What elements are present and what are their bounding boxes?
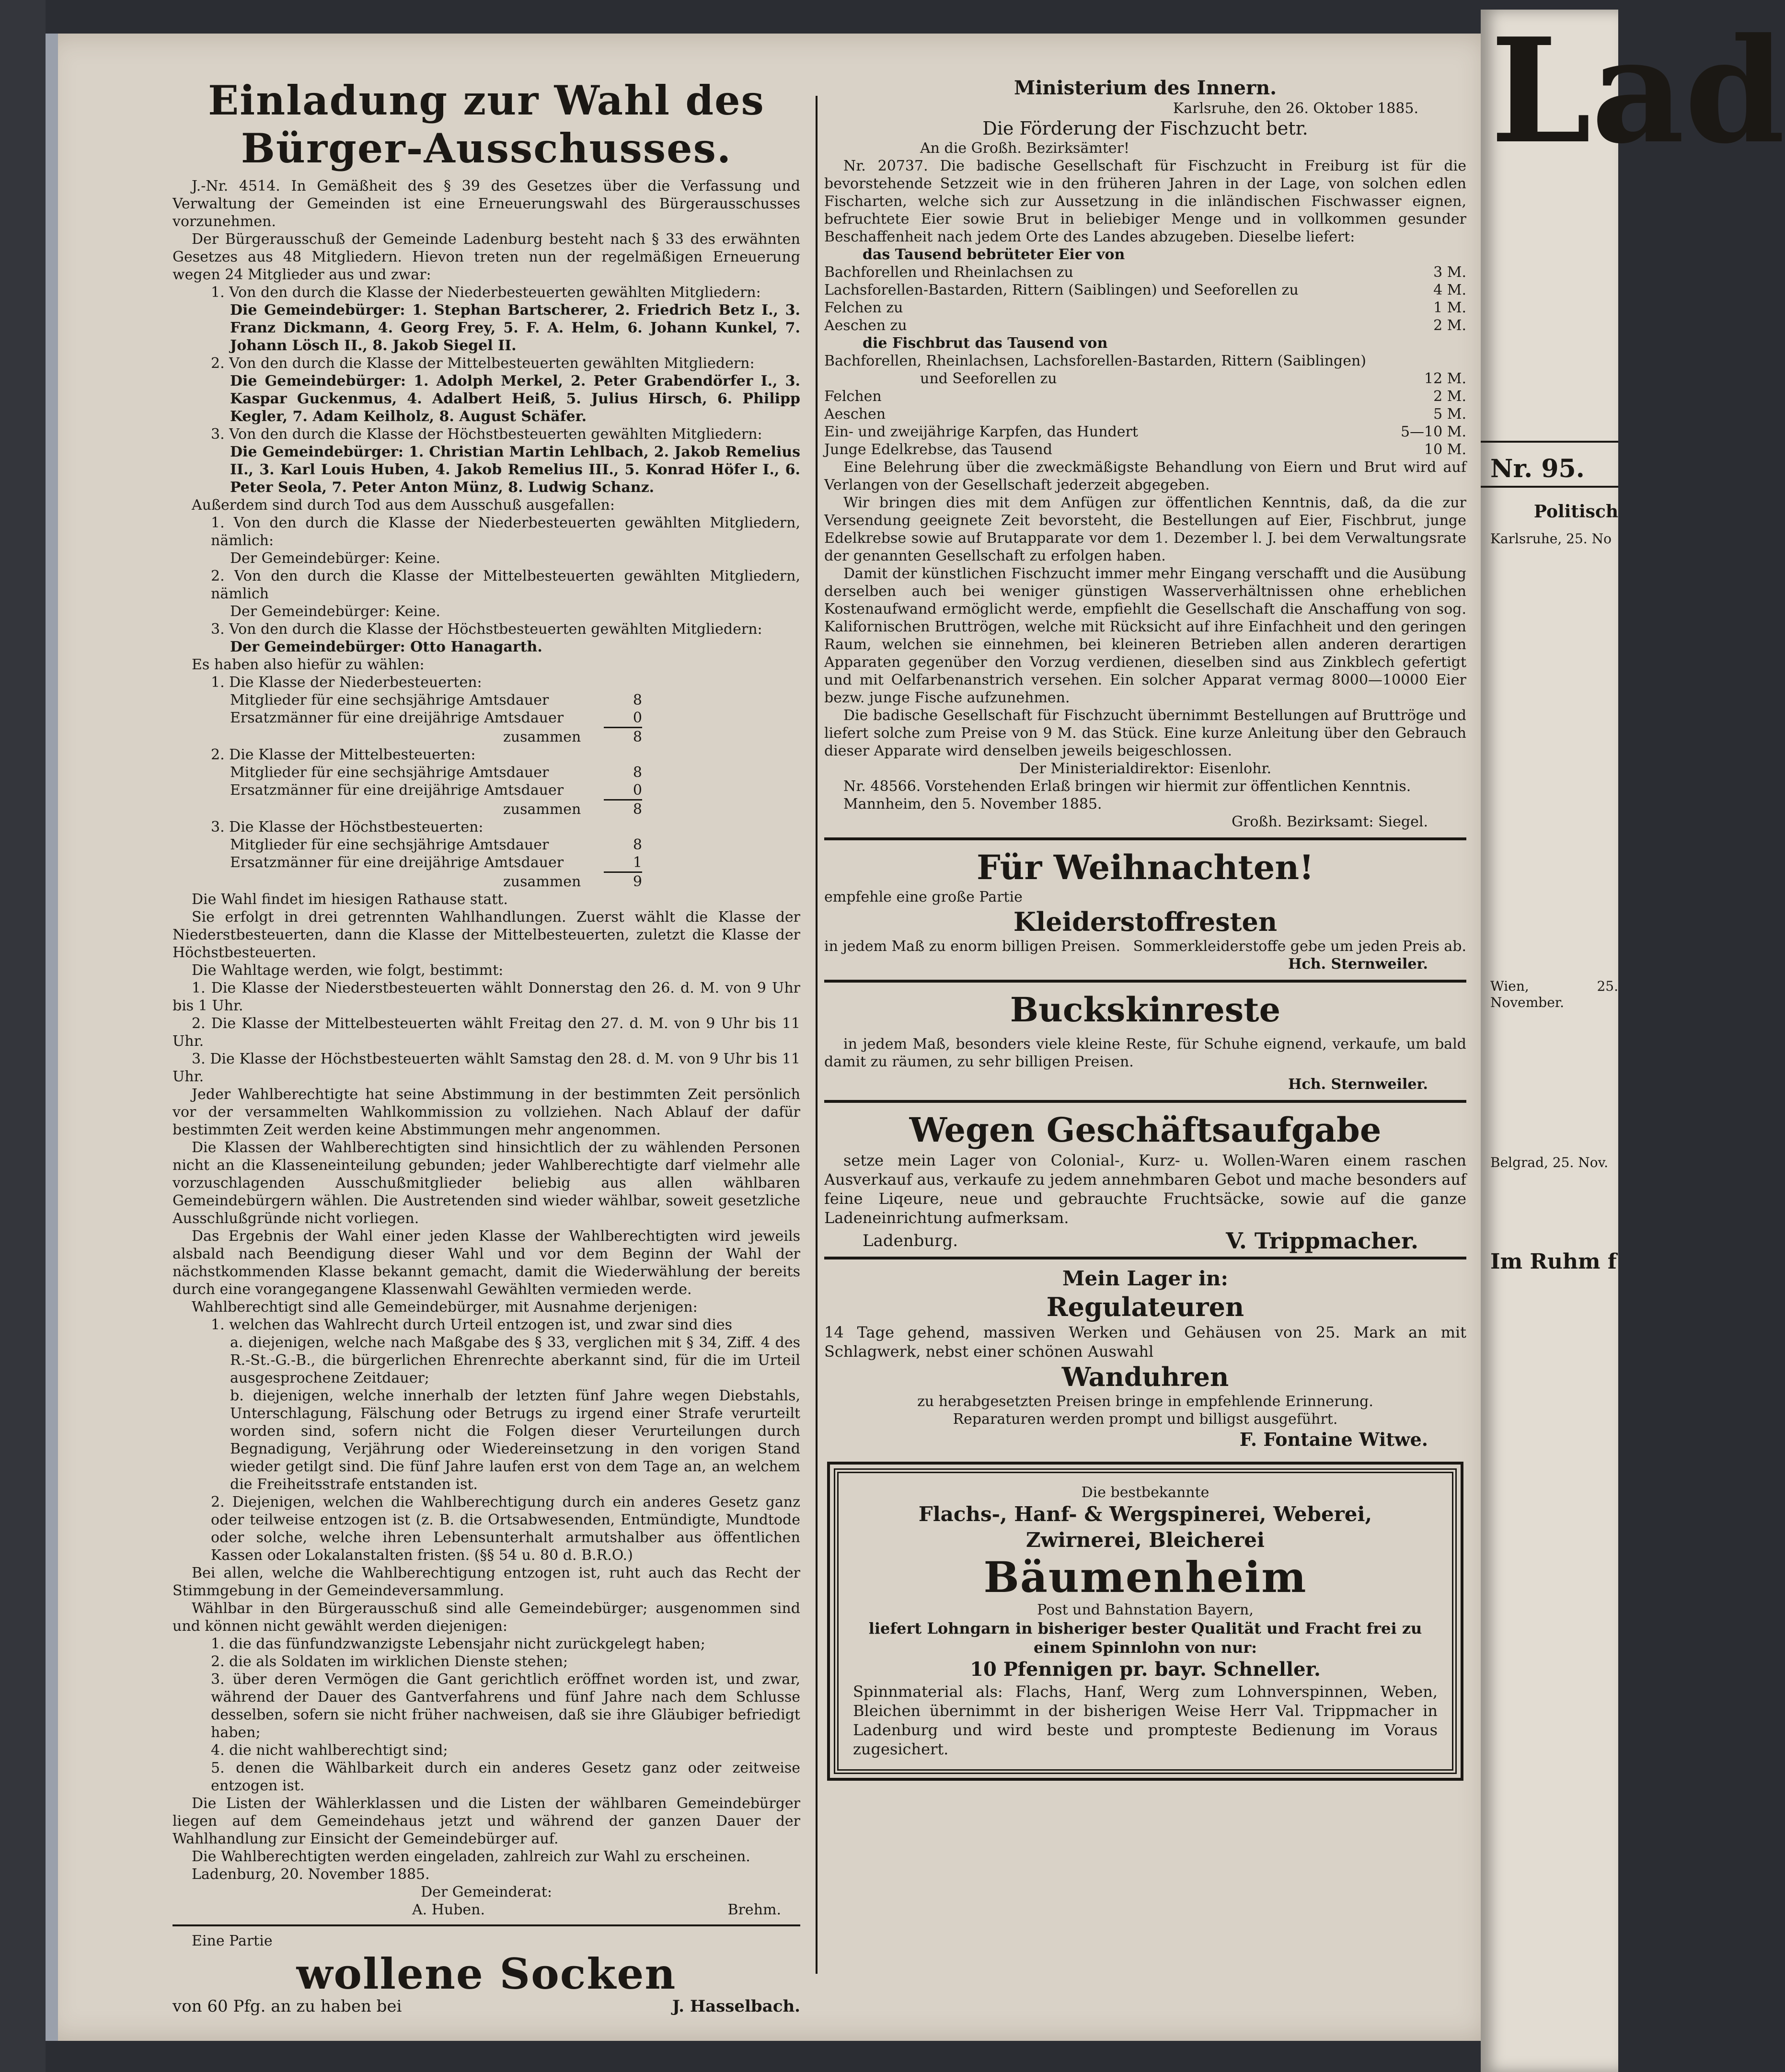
council-label: Der Gemeinderat: [421, 1884, 552, 1900]
eggs-heading: das Tausend bebrüteter Eier von [863, 246, 1125, 263]
buckskin-text: in jedem Maß, besonders viele kleine Reste, für Schuhe eignend, verkaufe, um bald damit zu räumen, zu sehr billigen Preisen. [824, 1036, 1466, 1070]
ministry-heading: Ministerium des Innern. [1013, 77, 1277, 99]
divider [824, 837, 1466, 840]
price-label: Lachsforellen-Bastarden, Rittern (Saiblingen) und Seeforellen zu [824, 282, 1299, 298]
right-column [824, 77, 1466, 1979]
wahlbar-5: 5. denen die Wählbarkeit durch ein anderes Gesetz ganz oder zeitweise entzogen ist. [211, 1760, 800, 1794]
price-label: Felchen [824, 388, 882, 405]
eligibility-heading: Wahlberechtigt sind alle Gemeindebürger, mit Ausnahme derjenigen: [192, 1299, 698, 1316]
closing-title: Wegen Geschäftsaufgabe [909, 1110, 1382, 1150]
price-row [824, 263, 1466, 281]
tally-value: 8 [633, 764, 642, 781]
tally-class2-heading: 2. Die Klasse der Mittelbesteuerten: [211, 746, 476, 763]
price-label: und Seeforellen zu [920, 370, 1057, 387]
election-day-2: 2. Die Klasse der Mittelbesteuerten wählt Freitag den 27. d. M. von 9 Uhr bis 11 Uhr. [173, 1015, 800, 1050]
tally-row-label: zusammen [503, 873, 581, 890]
divider [1481, 441, 1618, 443]
ministry-subject: Die Förderung der Fischzucht betr. [982, 118, 1308, 139]
eligibility-note: Bei allen, welche die Wahlberechtigung entzogen ist, ruht auch das Recht der Stimmgebung in der Gemeindeversammlung. [173, 1565, 800, 1599]
xmas-title: Für Weihnachten! [977, 847, 1314, 887]
tally-row-label: Ersatzmänner für eine dreijährige Amtsdauer [230, 710, 564, 726]
price-value: 10 M. [1424, 441, 1466, 458]
death-class2: 2. Von den durch die Klasse der Mittelbesteuerten gewählten Mitgliedern, nämlich [211, 568, 800, 602]
price-label: Aeschen zu [824, 317, 907, 334]
closing-text: setze mein Lager von Colonial-, Kurz- u. Wollen-Waren einem raschen Ausverkauf aus, verkaufe zu jedem annehmbaren Gebot und mache besonders auf feine Liqeure, neue und gebrauchte Fruchtsäcke, sowie auf die ganze Ladeneinrichtung aufmerksam. [824, 1151, 1466, 1227]
ministry-date-2: Mannheim, den 5. November 1885. [843, 796, 1102, 813]
voter-lists: Die Listen der Wählerklassen und die Listen der wählbaren Gemeindebürger liegen auf dem Gemeindehaus jetzt und während der ganzen Dauer der Wahlhandlung zur Einsicht der Gemeindebürger auf. [173, 1795, 800, 1847]
baeumenheim-price: 10 Pfennigen pr. bayr. Schneller. [970, 1658, 1321, 1681]
divider [173, 1924, 800, 1926]
buckskin-signature: Hch. Sternweiler. [1288, 1076, 1428, 1093]
next-line-1: Karlsruhe, 25. No [1490, 531, 1612, 547]
wahlbar-1: 1. die das fünfundzwanzigste Lebensjahr nicht zurückgelegt haben; [211, 1636, 705, 1652]
next-line-2: Im Ruhm f [1490, 1249, 1617, 1274]
death-class2-value: Der Gemeindebürger: Keine. [230, 603, 440, 620]
eggs-price-table [824, 263, 1466, 334]
divider [824, 1100, 1466, 1103]
brut-species: Bachforellen, Rheinlachsen, Lachsforellen-Bastarden, Rittern (Saiblingen) [824, 353, 1367, 369]
price-row [824, 388, 1466, 405]
price-value: 2 M. [1433, 317, 1466, 334]
eligibility-1b: b. diejenigen, welche innerhalb der letzten fünf Jahre wegen Diebstahls, Unterschlagung, Fälschung oder Betrugs zu irgend einer Strafe verurteilt worden sind, sofern nicht die Folgen dieser Verurteilungen durch Begnadigung, Verjährung oder Wiedereinsetzung in den vorigen Stand wieder getilgt sind. Die fünf Jahre laufen erst von dem Tage an, an welchem die Freiheitsstrafe entstanden ist. [230, 1387, 800, 1493]
price-value: 12 M. [1424, 370, 1466, 387]
divider [824, 980, 1466, 983]
clocks-signature: F. Fontaine Witwe. [1239, 1429, 1428, 1450]
buckskin-title: Buckskinreste [1010, 990, 1281, 1030]
clocks-text: 14 Tage gehend, massiven Werken und Gehäusen von 25. Mark an mit Schlagwerk, nebst einer schönen Auswahl [824, 1323, 1466, 1361]
class2-heading: 2. Von den durch die Klasse der Mittelbesteuerten gewählten Mitgliedern: [211, 355, 755, 372]
ministry-paragraph-3: Wir bringen dies mit dem Anfügen zur öffentlichen Kenntnis, daß, da die zur Versendung geeignete Zeit bevorsteht, die Bestellungen auf Eier, Fischbrut, junge Edelkrebse sowie auf Brutapparate vor dem 1. Dezember l. J. bei dem Verwaltungsrate der genannten Gesellschaft zu erfolgen haben. [824, 494, 1466, 564]
class2-members: Die Gemeindebürger: 1. Adolph Merkel, 2. Peter Grabendörfer I., 3. Kaspar Guckenmus, 4. Adalbert Heiß, 5. Julius Hirsch, 6. Philipp Kegler, 7. Adam Keilholz, 8. August Schäfer. [230, 373, 800, 425]
divider [1481, 486, 1618, 488]
ministry-paragraph-5: Die badische Gesellschaft für Fischzucht übernimmt Bestellungen auf Bruttröge und liefert solche zum Preise von 9 M. das Stück. Eine kurze Anleitung über den Gebrauch dieser Apparate wird denselben jeweils beigeschlossen. [824, 707, 1466, 759]
price-row [824, 423, 1466, 441]
wahlbar-4: 4. die nicht wahlberechtigt sind; [211, 1742, 448, 1759]
ministry-date: Karlsruhe, den 26. Oktober 1885. [1173, 100, 1418, 117]
baeumenheim-ad [834, 1468, 1457, 1774]
scanner-background [0, 0, 46, 2072]
tally-value: 8 [633, 836, 642, 853]
wall-clocks-text: zu herabgesetzten Preisen bringe in empfehlende Erinnerung. [917, 1393, 1373, 1410]
tally-class1 [173, 674, 800, 746]
issue-number: Nr. 95. [1490, 454, 1585, 483]
price-label: Bachforellen und Rheinlachsen zu [824, 264, 1073, 281]
tally-row-label: Mitglieder für eine sechsjährige Amtsdauer [230, 836, 549, 853]
price-row [824, 370, 1466, 388]
tally-class1-heading: 1. Die Klasse der Niederbesteuerten: [211, 674, 482, 691]
price-value: 3 M. [1433, 264, 1466, 281]
ministry-paragraph-6: Nr. 48566. Vorstehenden Erlaß bringen wir hiermit zur öffentlichen Kenntnis. [843, 778, 1411, 795]
ministry-addressee: An die Großh. Bezirksämter! [920, 140, 1130, 157]
left-column [173, 77, 800, 2016]
tally-class3-heading: 3. Die Klasse der Höchstbesteuerten: [211, 819, 484, 836]
brut-price-table [824, 370, 1466, 458]
notice-intro: J.-Nr. 4514. In Gemäßheit des § 39 des Gesetzes über die Verfassung und Verwaltung der Gemeinden ist eine Erneuerungswahl des Bürgerausschusses vorzunehmen. [173, 178, 800, 230]
baeumenheim-line-2: Zwirnerei, Bleicherei [1026, 1528, 1265, 1552]
socks-title: wollene Socken [296, 1949, 677, 1999]
baeumenheim-title: Bäumenheim [983, 1552, 1307, 1602]
class1-heading: 1. Von den durch die Klasse der Niederbesteuerten gewählten Mitgliedern: [211, 284, 761, 301]
signature-huben: A. Huben. [412, 1901, 485, 1918]
price-value: 4 M. [1433, 282, 1466, 298]
ministry-paragraph-2: Eine Belehrung über die zweckmäßigste Behandlung von Eiern und Brut wird auf Verlangen von der Gesellschaft jederzeit abgegeben. [824, 459, 1466, 493]
price-value: 2 M. [1433, 388, 1466, 405]
death-class1-value: Der Gemeindebürger: Keine. [230, 550, 440, 567]
invitation: Die Wahlberechtigten werden eingeladen, zahlreich zur Wahl zu erscheinen. [192, 1848, 750, 1865]
price-row [824, 299, 1466, 317]
eligibility-2: 2. Diejenigen, welchen die Wahlberechtigung durch ein anderes Gesetz ganz oder teilweise entzogen ist (z. B. die Ortsabwesenden, Entmündigte, Mundtode oder solche, welche ihren Lebensunterhalt armutshalber aus öffentlichen Kassen oder Lokalanstalten fristen. (§§ 54 u. 80 d. B.R.O.) [211, 1494, 800, 1564]
tally-row-label: Mitglieder für eine sechsjährige Amtsdauer [230, 764, 549, 781]
wahlbar-3: 3. über deren Vermögen die Gant gerichtlich eröffnet worden ist, und zwar, während der Dauer des Gantverfahrens und fünf Jahre nach dem Schlusse desselben, sofern sie nicht früher nachweisen, daß sie ihre Gläubiger befriedigt haben; [211, 1671, 800, 1741]
repairs-text: Reparaturen werden prompt und billigst ausgeführt. [953, 1411, 1338, 1428]
class1-members: Die Gemeindebürger: 1. Stephan Bartscherer, 2. Friedrich Betz I., 3. Franz Dickmann, 4. Georg Frey, 5. F. A. Helm, 6. Johann Kunkel, 7. Johann Lösch II., 8. Jakob Siegel II. [230, 302, 800, 354]
xmas-item: Kleiderstoffresten [1013, 906, 1278, 937]
election-day-3: 3. Die Klasse der Höchstbesteuerten wählt Samstag den 28. d. M. von 9 Uhr bis 11 Uhr. [173, 1051, 800, 1085]
tally-row-label: Ersatzmänner für eine dreijährige Amtsdauer [230, 782, 564, 799]
tally-row-label: zusammen [503, 729, 581, 745]
price-row [824, 441, 1466, 458]
tally-value: 8 [633, 729, 642, 745]
xmas-lead: empfehle eine große Partie [824, 889, 1023, 905]
xmas-summer: Sommerkleiderstoffe gebe um jeden Preis ab. [1133, 938, 1466, 955]
death-class3: 3. Von den durch die Klasse der Höchstbesteuerten gewählten Mitgliedern: [211, 621, 762, 638]
ministry-signature-2: Großh. Bezirksamt: Siegel. [1232, 813, 1428, 830]
clocks-title: Regulateuren [1046, 1292, 1244, 1322]
price-row [824, 281, 1466, 299]
price-value: 5—10 M. [1400, 424, 1466, 440]
election-days-heading: Die Wahltage werden, wie folgt, bestimmt: [192, 962, 504, 979]
baeumenheim-line-1: Flachs-, Hanf- & Wergspinerei, Weberei, [918, 1502, 1372, 1526]
socks-seller: J. Hasselbach. [672, 1997, 800, 2016]
baeumenheim-offer: liefert Lohngarn in bisheriger bester Qualität und Fracht frei zu einem Spinnlohn von nur: [868, 1619, 1422, 1657]
tally-value: 9 [633, 873, 642, 890]
tally-heading: Es haben also hiefür zu wählen: [192, 656, 425, 673]
notice-title: Einladung zur Wahl des Bürger-Ausschusses. [208, 77, 765, 172]
notice-paragraph: Der Bürgerausschuß der Gemeinde Ladenburg besteht nach § 33 des erwähnten Gesetzes aus 48 Mitgliedern. Hievon treten nun der regelmäßigen Erneuerung wegen 24 Mitglieder aus und zwar: [173, 231, 800, 283]
closing-signature: V. Trippmacher. [1226, 1228, 1418, 1254]
tally-value: 0 [604, 781, 642, 801]
election-order: Sie erfolgt in drei getrennten Wahlhandlungen. Zuerst wählt die Klasse der Niederstbesteuerten, dann die Klasse der Mittelbesteuerten, zuletzt die Klasse der Höchstbesteuerten. [173, 909, 800, 961]
tally-row-label: Mitglieder für eine sechsjährige Amtsdauer [230, 692, 549, 709]
column-divider [816, 96, 818, 1974]
price-label: Ein- und zweijährige Karpfen, das Hundert [824, 424, 1138, 440]
class3-members: Die Gemeindebürger: 1. Christian Martin Lehlbach, 2. Jakob Remelius II., 3. Karl Louis Huben, 4. Jakob Remelius III., 5. Konrad Höfer I., 6. Peter Seola, 7. Peter Anton Münz, 8. Ludwig Schanz. [230, 444, 800, 496]
xmas-offer: in jedem Maß zu enorm billigen Preisen. [824, 938, 1121, 955]
tally-class3 [173, 818, 800, 891]
election-day-1: 1. Die Klasse der Niederstbesteuerten wählt Donnerstag den 26. d. M. von 9 Uhr bis 1 Uhr. [173, 980, 800, 1014]
signature-brehm: Brehm. [727, 1901, 781, 1918]
ministry-paragraph-4: Damit der künstlichen Fischzucht immer mehr Eingang verschafft und die Ausübung derselben auch bei weniger günstigen Wasserverhältnissen ohne erheblichen Kostenaufwand ermöglicht werde, empfiehlt die Gesellschaft die Anschaffung von sog. Kalifornischen Bruttrögen, welche mit Rücksicht auf ihre Einfachheit und den geringen Raum, welchen sie einnehmen, bei kleineren Betrieben allen anderen derartigen Apparaten gegenüber den Vorzug verdienen, dieselben sind aus Zinkblech gefertigt und mit Oelfarbenanstrich versehen. Ein solcher Apparat vermag 8000—10000 Eier bezw. junge Fische aufzunehmen. [824, 565, 1466, 706]
tally-value: 1 [604, 854, 642, 873]
socks-lead: Eine Partie [192, 1933, 273, 1949]
voting-results: Das Ergebnis der Wahl einer jeden Klasse der Wahlberechtigten wird jeweils alsbald nach Beendigung dieser Wahl und vor dem Beginn der Wahl der nächstkommenden Klasse bekannt gemacht, damit die Wiederwählung der bereits durch eine vorangegangene Klassenwahl Gewählten vermieden werde. [173, 1228, 800, 1298]
next-line-3: Wien, 25. November. [1490, 978, 1618, 1010]
eligibility-1a: a. diejenigen, welche nach Maßgabe des § 33, verglichen mit § 34, Ziff. 4 des R.-St.-G.-B., die bürgerlichen Ehrenrechte aberkannt sind, für die im Urteil ausgesprochene Zeitdauer; [230, 1334, 800, 1386]
tally-value: 8 [633, 801, 642, 818]
baeumenheim-lead: Die bestbekannte [1081, 1484, 1209, 1501]
eligibility-1: 1. welchen das Wahlrecht durch Urteil entzogen ist, und zwar sind dies [211, 1316, 733, 1333]
xmas-signature: Hch. Sternweiler. [1288, 956, 1428, 973]
divider [824, 1257, 1466, 1259]
price-row [824, 405, 1466, 423]
tally-row-label: zusammen [503, 801, 581, 818]
price-label: Junge Edelkrebse, das Tausend [824, 441, 1052, 458]
price-row [824, 317, 1466, 334]
tally-value: 8 [633, 692, 642, 709]
price-value: 5 M. [1433, 406, 1466, 423]
voting-rules: Jeder Wahlberechtigte hat seine Abstimmung in der bestimmten Zeit persönlich vor der versammelten Wahlkommission zu vollziehen. Nach Ablauf der dafür bestimmten Zeit werden keine Abstimmungen mehr angenommen. [173, 1086, 800, 1138]
price-label: Aeschen [824, 406, 886, 423]
death-class3-value: Der Gemeindebürger: Otto Hanagarth. [230, 639, 542, 655]
section-heading: Politisch [1533, 502, 1618, 522]
voting-classes: Die Klassen der Wahlberechtigten sind hinsichtlich der zu wählenden Personen nicht an die Klasseneinteilung gebunden; jeder Wahlberechtigte darf vielmehr alle vorzuschlagenden Ausschußmitglieder beliebig aus allen wählbaren Gemeindebürgern wählen. Die Austretenden sind wieder wählbar, soweit gesetzliche Ausschlußgründe nicht vorliegen. [173, 1139, 800, 1227]
baeumenheim-post: Post und Bahnstation Bayern, [1037, 1602, 1254, 1618]
ministry-signature: Der Ministerialdirektor: Eisenlohr. [1019, 760, 1272, 777]
class3-heading: 3. Von den durch die Klasse der Höchstbesteuerten gewählten Mitgliedern: [211, 426, 762, 443]
notice-dateline: Ladenburg, 20. November 1885. [192, 1866, 430, 1883]
wall-clocks-title: Wanduhren [1061, 1362, 1229, 1392]
price-value: 1 M. [1433, 299, 1466, 316]
tally-value: 0 [604, 709, 642, 728]
closing-place: Ladenburg. [863, 1231, 958, 1250]
deaths-heading: Außerdem sind durch Tod aus dem Ausschuß ausgefallen: [192, 497, 615, 514]
wahlbar-2: 2. die als Soldaten im wirklichen Dienste stehen; [211, 1653, 568, 1670]
wahlbar-heading: Wählbar in den Bürgerausschuß sind alle Gemeindebürger; ausgenommen sind und können nicht gewählt werden diejenigen: [173, 1600, 800, 1635]
death-class1: 1. Von den durch die Klasse der Niederbesteuerten gewählten Mitgliedern, nämlich: [211, 515, 800, 549]
brut-heading: die Fischbrut das Tausend von [863, 335, 1108, 352]
tally-row-label: Ersatzmänner für eine dreijährige Amtsdauer [230, 854, 564, 871]
masthead: Lad [1490, 6, 1785, 175]
ministry-paragraph-1: Nr. 20737. Die badische Gesellschaft für Fischzucht in Freiburg ist für die bevorstehende Setzzeit wie in den früheren Jahren in der Lage, von solchen edlen Fischarten, welche sich zur Aussetzung in die inländischen Fischwasser eignen, befruchtete Eier sowie Brut in beliebiger Menge und in vollkommen gesunder Beschaffenheit nach jedem Orte des Landes abzugeben. Dieselbe liefert: [824, 158, 1466, 245]
price-label: Felchen zu [824, 299, 903, 316]
tally-class2 [173, 746, 800, 818]
next-page-edge [1481, 6, 1785, 2072]
socks-price: von 60 Pfg. an zu haben bei [173, 1997, 402, 2016]
next-line-4: Belgrad, 25. Nov. [1490, 1155, 1609, 1170]
election-place: Die Wahl findet im hiesigen Rathause statt. [192, 891, 508, 908]
page-binding-edge [46, 34, 58, 2041]
baeumenheim-details: Spinnmaterial als: Flachs, Hanf, Werg zum Lohnverspinnen, Weben, Bleichen übernimmt in der bisherigen Weise Herr Val. Trippmacher in Ladenburg und wird beste und prompteste Bedienung im Voraus zugesichert. [853, 1683, 1438, 1758]
clocks-lead: Mein Lager in: [1062, 1267, 1228, 1290]
